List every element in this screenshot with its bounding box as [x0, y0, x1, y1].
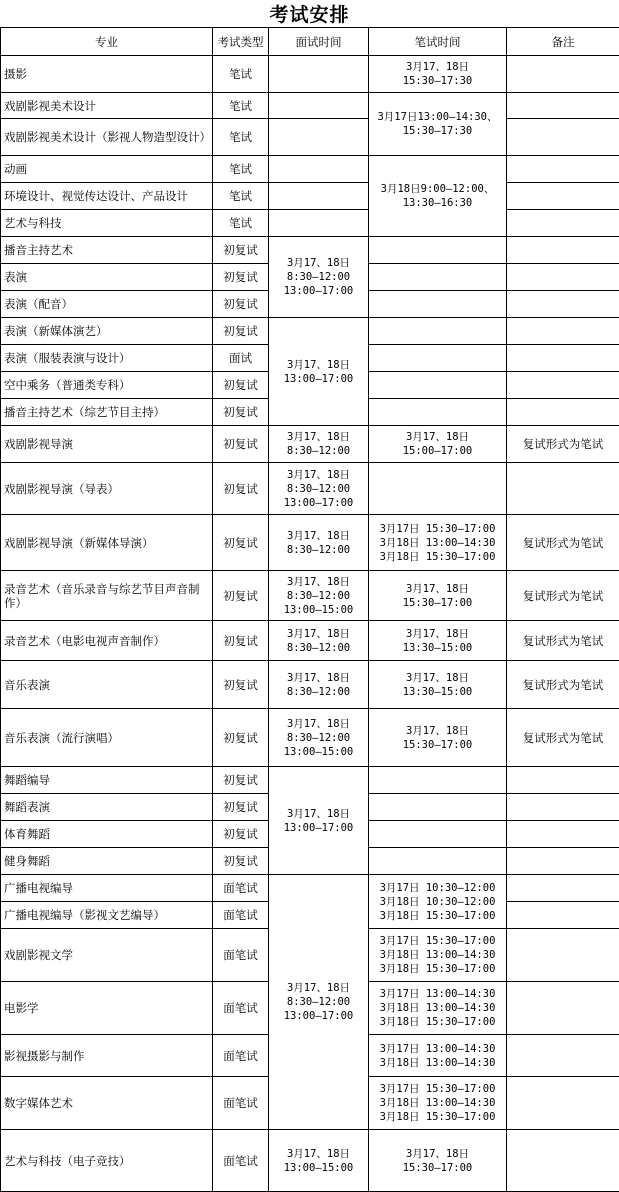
note-cell: 复试形式为笔试 [507, 571, 619, 621]
table-row [1, 318, 619, 345]
type-cell: 面试 [213, 345, 269, 372]
type-cell: 笔试 [213, 183, 269, 210]
note-cell [507, 463, 619, 515]
type-cell: 初复试 [213, 237, 269, 264]
written-cell: 3月17日 15:30—17:00 3月18日 13:00—14:30 3月18日 15:30—17:00 [369, 1077, 507, 1130]
written-cell [369, 821, 507, 848]
major-cell: 广播电视编导 [1, 875, 213, 902]
note-cell [507, 237, 619, 264]
written-cell: 3月17、18日 15:30—17:00 [369, 1130, 507, 1192]
written-cell: 3月17日 10:30—12:00 3月18日 10:30—12:00 3月18日 15:30—17:00 [369, 875, 507, 929]
note-cell [507, 1130, 619, 1192]
major-cell: 录音艺术（电影电视声音制作） [1, 621, 213, 661]
note-cell [507, 156, 619, 183]
interview-cell: 3月17、18日 8:30—12:00 13:00—17:00 [269, 237, 369, 318]
major-cell: 录音艺术（音乐录音与综艺节目声音制作） [1, 571, 213, 621]
interview-cell: 3月17、18日 8:30—12:00 [269, 661, 369, 709]
major-cell: 音乐表演 [1, 661, 213, 709]
note-cell [507, 848, 619, 875]
interview-cell [269, 93, 369, 119]
major-cell: 戏剧影视导演 [1, 426, 213, 463]
type-cell: 笔试 [213, 93, 269, 119]
type-cell: 面笔试 [213, 982, 269, 1035]
note-cell [507, 345, 619, 372]
major-cell: 广播电视编导（影视文艺编导） [1, 902, 213, 929]
written-cell: 3月17日 13:00—14:30 3月18日 13:00—14:30 3月18日 15:30—17:00 [369, 982, 507, 1035]
written-cell: 3月17、18日 15:30—17:30 [369, 56, 507, 93]
written-cell [369, 318, 507, 345]
type-cell: 笔试 [213, 156, 269, 183]
table-row [1, 621, 619, 661]
table-row [1, 767, 619, 794]
major-cell: 健身舞蹈 [1, 848, 213, 875]
type-cell: 初复试 [213, 399, 269, 426]
written-cell: 3月17、18日 13:30—15:00 [369, 621, 507, 661]
note-cell [507, 902, 619, 929]
type-cell: 初复试 [213, 767, 269, 794]
written-cell [369, 848, 507, 875]
header-written: 笔试时间 [369, 28, 507, 56]
written-cell: 3月17、18日 13:30—15:00 [369, 661, 507, 709]
note-cell [507, 767, 619, 794]
interview-cell: 3月17、18日 8:30—12:00 13:00—15:00 [269, 709, 369, 767]
major-cell: 表演 [1, 264, 213, 291]
written-cell: 3月17日 13:00—14:30 3月18日 13:00—14:30 [369, 1035, 507, 1077]
note-cell [507, 318, 619, 345]
note-cell: 复试形式为笔试 [507, 426, 619, 463]
written-cell [369, 372, 507, 399]
type-cell: 初复试 [213, 515, 269, 571]
interview-cell: 3月17、18日 13:00—17:00 [269, 767, 369, 875]
major-cell: 环境设计、视觉传达设计、产品设计 [1, 183, 213, 210]
table-row [1, 237, 619, 264]
header-type: 考试类型 [213, 28, 269, 56]
major-cell: 舞蹈编导 [1, 767, 213, 794]
type-cell: 笔试 [213, 210, 269, 237]
type-cell: 初复试 [213, 463, 269, 515]
type-cell: 初复试 [213, 264, 269, 291]
interview-cell: 3月17、18日 8:30—12:00 13:00—17:00 [269, 463, 369, 515]
type-cell: 初复试 [213, 848, 269, 875]
major-cell: 数字媒体艺术 [1, 1077, 213, 1130]
table-row [1, 515, 619, 571]
header-note: 备注 [507, 28, 619, 56]
major-cell: 戏剧影视美术设计（影视人物造型设计） [1, 119, 213, 156]
note-cell [507, 399, 619, 426]
written-cell: 3月17、18日 15:30—17:00 [369, 571, 507, 621]
type-cell: 初复试 [213, 291, 269, 318]
note-cell [507, 210, 619, 237]
note-cell [507, 821, 619, 848]
type-cell: 面笔试 [213, 929, 269, 982]
table-row [1, 183, 619, 210]
major-cell: 动画 [1, 156, 213, 183]
type-cell: 初复试 [213, 661, 269, 709]
table-row [1, 56, 619, 93]
type-cell: 笔试 [213, 119, 269, 156]
note-cell [507, 875, 619, 902]
note-cell [507, 929, 619, 982]
exam-schedule-table [0, 27, 619, 1192]
major-cell: 空中乘务（普通类专科） [1, 372, 213, 399]
type-cell: 初复试 [213, 318, 269, 345]
interview-cell: 3月17、18日 13:00—17:00 [269, 318, 369, 426]
note-cell: 复试形式为笔试 [507, 515, 619, 571]
table-row [1, 463, 619, 515]
header-interview: 面试时间 [269, 28, 369, 56]
type-cell: 面笔试 [213, 875, 269, 902]
note-cell [507, 93, 619, 119]
table-row [1, 426, 619, 463]
note-cell [507, 264, 619, 291]
table-row [1, 119, 619, 156]
written-cell: 3月17、18日 15:30—17:00 [369, 709, 507, 767]
table-header-row [1, 28, 619, 56]
type-cell: 初复试 [213, 621, 269, 661]
major-cell: 电影学 [1, 982, 213, 1035]
type-cell: 初复试 [213, 426, 269, 463]
written-cell: 3月17日 15:30—17:00 3月18日 13:00—14:30 3月18日 15:30—17:00 [369, 515, 507, 571]
major-cell: 戏剧影视导演（新媒体导演） [1, 515, 213, 571]
written-cell [369, 794, 507, 821]
written-cell [369, 399, 507, 426]
note-cell [507, 119, 619, 156]
note-cell: 复试形式为笔试 [507, 621, 619, 661]
note-cell [507, 291, 619, 318]
note-cell [507, 1035, 619, 1077]
type-cell: 笔试 [213, 56, 269, 93]
page-title: 考试安排 [269, 4, 350, 26]
table-row [1, 1130, 619, 1192]
major-cell: 戏剧影视文学 [1, 929, 213, 982]
interview-cell: 3月17、18日 8:30—12:00 [269, 515, 369, 571]
type-cell: 初复试 [213, 571, 269, 621]
major-cell: 表演（配音） [1, 291, 213, 318]
written-cell: 3月17日 15:30—17:00 3月18日 13:00—14:30 3月18日 15:30—17:00 [369, 929, 507, 982]
type-cell: 面笔试 [213, 1077, 269, 1130]
table-row [1, 93, 619, 119]
type-cell: 面笔试 [213, 1035, 269, 1077]
written-cell [369, 463, 507, 515]
major-cell: 摄影 [1, 56, 213, 93]
type-cell: 初复试 [213, 794, 269, 821]
major-cell: 表演（新媒体演艺） [1, 318, 213, 345]
major-cell: 戏剧影视美术设计 [1, 93, 213, 119]
note-cell [507, 183, 619, 210]
major-cell: 表演（服装表演与设计） [1, 345, 213, 372]
major-cell: 艺术与科技 [1, 210, 213, 237]
type-cell: 面笔试 [213, 1130, 269, 1192]
major-cell: 音乐表演（流行演唱） [1, 709, 213, 767]
interview-cell [269, 210, 369, 237]
type-cell: 初复试 [213, 821, 269, 848]
table-row [1, 709, 619, 767]
written-cell: 3月17、18日 15:00—17:00 [369, 426, 507, 463]
written-cell [369, 345, 507, 372]
interview-cell: 3月17、18日 13:00—15:00 [269, 1130, 369, 1192]
interview-cell: 3月17、18日 8:30—12:00 13:00—15:00 [269, 571, 369, 621]
interview-cell [269, 183, 369, 210]
major-cell: 播音主持艺术（综艺节目主持） [1, 399, 213, 426]
major-cell: 艺术与科技（电子竞技） [1, 1130, 213, 1192]
major-cell: 影视摄影与制作 [1, 1035, 213, 1077]
type-cell: 初复试 [213, 372, 269, 399]
table-row [1, 156, 619, 183]
note-cell [507, 56, 619, 93]
note-cell: 复试形式为笔试 [507, 661, 619, 709]
major-cell: 戏剧影视导演（导表） [1, 463, 213, 515]
major-cell: 播音主持艺术 [1, 237, 213, 264]
interview-cell [269, 119, 369, 156]
major-cell: 舞蹈表演 [1, 794, 213, 821]
note-cell [507, 982, 619, 1035]
interview-cell [269, 56, 369, 93]
table-row [1, 661, 619, 709]
note-cell: 复试形式为笔试 [507, 709, 619, 767]
type-cell: 初复试 [213, 709, 269, 767]
table-row [1, 571, 619, 621]
interview-cell: 3月17、18日 8:30—12:00 [269, 621, 369, 661]
written-cell [369, 264, 507, 291]
written-cell: 3月18日9:00—12:00、 13:30—16:30 [369, 156, 507, 237]
interview-cell: 3月17、18日 8:30—12:00 [269, 426, 369, 463]
table-row [1, 875, 619, 902]
header-major: 专业 [1, 28, 213, 56]
written-cell: 3月17日13:00—14:30、 15:30—17:30 [369, 93, 507, 156]
written-cell [369, 291, 507, 318]
interview-cell: 3月17、18日 8:30—12:00 13:00—17:00 [269, 875, 369, 1130]
written-cell [369, 767, 507, 794]
type-cell: 面笔试 [213, 902, 269, 929]
interview-cell [269, 156, 369, 183]
note-cell [507, 1077, 619, 1130]
table-row [1, 210, 619, 237]
note-cell [507, 372, 619, 399]
written-cell [369, 237, 507, 264]
note-cell [507, 794, 619, 821]
major-cell: 体育舞蹈 [1, 821, 213, 848]
